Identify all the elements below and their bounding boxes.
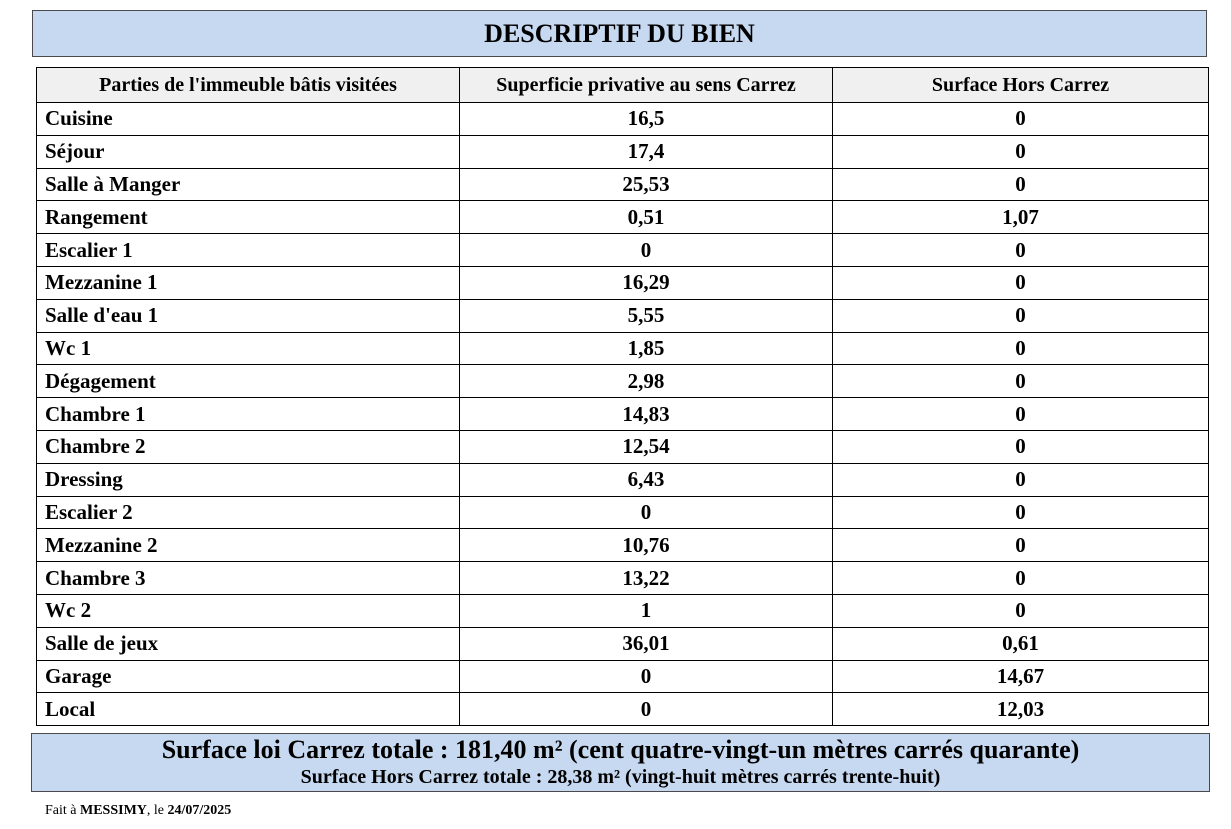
hors-carrez-surface: 0 [833,398,1209,431]
table-row [37,135,1209,168]
hors-carrez-surface: 0 [833,103,1209,136]
table-row [37,332,1209,365]
room-name: Chambre 1 [37,398,460,431]
table-row [37,201,1209,234]
hors-carrez-surface: 0 [833,365,1209,398]
table-row [37,660,1209,693]
carrez-surface: 25,53 [460,168,833,201]
room-name: Salle à Manger [37,168,460,201]
hors-carrez-surface: 0 [833,496,1209,529]
hors-carrez-surface: 0 [833,332,1209,365]
hors-carrez-surface: 0 [833,594,1209,627]
carrez-surface: 0 [460,660,833,693]
room-name: Mezzanine 2 [37,529,460,562]
room-name: Salle de jeux [37,627,460,660]
column-header-parts: Parties de l'immeuble bâtis visitées [37,68,460,103]
room-name: Escalier 1 [37,234,460,267]
room-name: Garage [37,660,460,693]
room-name: Wc 2 [37,594,460,627]
table-row [37,463,1209,496]
footer-prefix: Fait à [45,803,80,818]
footer-date: 24/07/2025 [167,803,232,818]
hors-carrez-surface: 0 [833,430,1209,463]
carrez-surface: 14,83 [460,398,833,431]
table-row [37,430,1209,463]
room-name: Escalier 2 [37,496,460,529]
room-name: Mezzanine 1 [37,266,460,299]
carrez-surface: 5,55 [460,299,833,332]
column-header-carrez: Superficie privative au sens Carrez [460,68,833,103]
room-name: Local [37,693,460,726]
table-row [37,299,1209,332]
totals-box [31,733,1210,792]
hors-carrez-surface: 0 [833,463,1209,496]
hors-carrez-surface: 0 [833,562,1209,595]
footer-city: MESSIMY [80,803,147,818]
carrez-surface: 6,43 [460,463,833,496]
table-row [37,365,1209,398]
carrez-surface: 0 [460,693,833,726]
room-name: Séjour [37,135,460,168]
room-name: Dégagement [37,365,460,398]
carrez-surface: 17,4 [460,135,833,168]
table-row [37,627,1209,660]
hors-carrez-surface: 0 [833,168,1209,201]
hors-carrez-surface: 14,67 [833,660,1209,693]
rooms-table [36,67,1209,726]
room-name: Dressing [37,463,460,496]
carrez-surface: 16,29 [460,266,833,299]
room-name: Salle d'eau 1 [37,299,460,332]
carrez-surface: 13,22 [460,562,833,595]
hors-carrez-total: Surface Hors Carrez totale : 28,38 m² (vingt-huit mètres carrés trente-huit) [300,766,941,788]
room-name: Rangement [37,201,460,234]
hors-carrez-surface: 0 [833,529,1209,562]
table-row [37,496,1209,529]
carrez-surface: 10,76 [460,529,833,562]
hors-carrez-surface: 0 [833,135,1209,168]
carrez-surface: 0 [460,234,833,267]
carrez-total: Surface loi Carrez totale : 181,40 m² (cent quatre-vingt-un mètres carrés quarante) [161,735,1080,764]
signature-line [45,803,231,819]
carrez-surface: 36,01 [460,627,833,660]
table-row [37,398,1209,431]
footer-middle: , le [146,803,168,818]
hors-carrez-surface: 0 [833,234,1209,267]
table-row [37,529,1209,562]
table-row [37,266,1209,299]
column-header-hors-carrez: Surface Hors Carrez [833,68,1209,103]
title-text: DESCRIPTIF DU BIEN [484,18,755,48]
carrez-surface: 1 [460,594,833,627]
table-row [37,168,1209,201]
carrez-surface: 0 [460,496,833,529]
room-name: Cuisine [37,103,460,136]
carrez-surface: 1,85 [460,332,833,365]
carrez-surface: 2,98 [460,365,833,398]
carrez-surface: 16,5 [460,103,833,136]
table-row [37,234,1209,267]
table-row [37,562,1209,595]
document-title [32,10,1207,57]
room-name: Chambre 3 [37,562,460,595]
room-name: Chambre 2 [37,430,460,463]
table-row [37,594,1209,627]
carrez-surface: 12,54 [460,430,833,463]
hors-carrez-surface: 0 [833,299,1209,332]
hors-carrez-surface: 1,07 [833,201,1209,234]
carrez-surface: 0,51 [460,201,833,234]
hors-carrez-surface: 0 [833,266,1209,299]
room-name: Wc 1 [37,332,460,365]
table-header-row [37,68,1209,103]
hors-carrez-surface: 12,03 [833,693,1209,726]
table-row [37,103,1209,136]
hors-carrez-surface: 0,61 [833,627,1209,660]
table-row [37,693,1209,726]
